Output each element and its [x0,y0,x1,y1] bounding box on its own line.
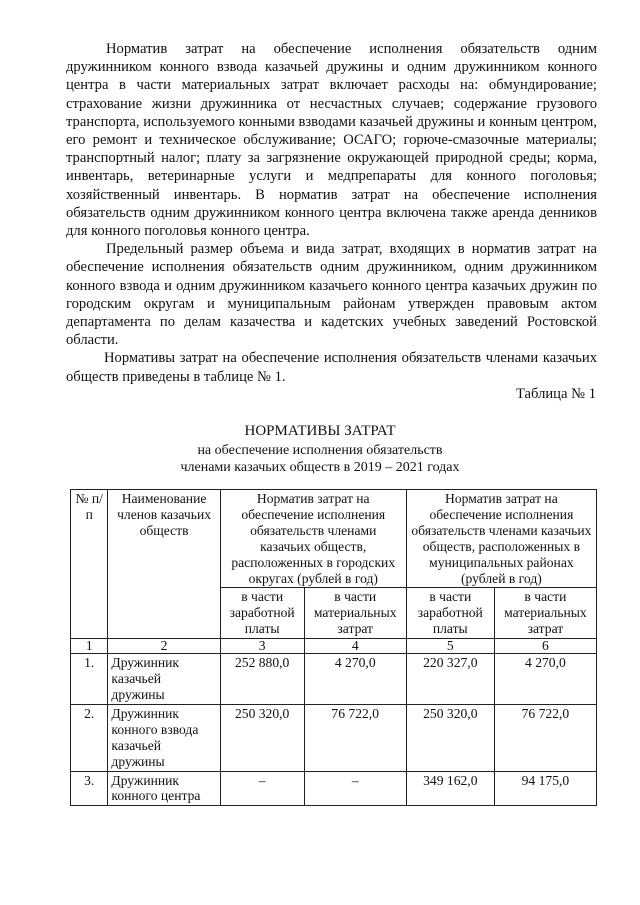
col-number: 6 [494,639,596,654]
cell-urban-material: 4 270,0 [304,654,406,705]
row-name: Дружинник конного взвода казачьей дружины [108,704,220,771]
col-number: 3 [220,639,304,654]
cell-urban-material: 76 722,0 [304,704,406,771]
subheader-material: в части материальных затрат [304,588,406,639]
paragraph-3: Нормативы затрат на обеспечение исполнения обязательств членами казачьих обществ приведены в таблице № 1. [66,350,597,385]
header-group-rural: Норматив затрат на обеспечение исполнения обязательств членами казачьих обществ, расположенных в муниципальных районах (рублей в год) [406,490,596,588]
table-title: НОРМАТИВЫ ЗАТРАТ [244,423,396,439]
header-name: Наименование членов казачьих обществ [108,490,220,639]
cell-urban-salary: – [220,771,304,806]
col-number: 1 [71,639,108,654]
table-row [71,771,597,806]
table-subtitle-2: членами казачьих обществ в 2019 – 2021 годах [180,460,460,475]
row-num: 2. [71,704,108,771]
subheader-salary: в части заработной платы [406,588,494,639]
cell-rural-material: 4 270,0 [494,654,596,705]
cell-rural-material: 94 175,0 [494,771,596,806]
paragraph-1: Норматив затрат на обеспечение исполнения обязательств одним дружинником конного взвода казачьей дружины и одним дружинником конного центра в части материальных затрат включает расходы на: обмундирование; страхование жизни дружинника от несчастных случаев; содержание грузового транспорта, используемого конными взводами казачьей дружины и конным центром, его ремонт и техническое обслуживание; ОСАГО; горюче-смазочные материалы; транспортный налог; плату за загрязнение окружающей природной среды; корма, инвентарь, ветеринарные услуги и медпрепараты для конного поголовья; хозяйственный инвентарь. В норматив затрат на обеспечение исполнения обязательств одним дружинником конного центра включена также аренда денников для конного поголовья конного центра. [66,41,597,240]
row-num: 1. [71,654,108,705]
header-group-urban: Норматив затрат на обеспечение исполнения обязательств членами казачьих обществ, расположенных в городских округах (рублей в год) [220,490,406,588]
column-number-row [71,639,597,654]
table-subtitle-1: на обеспечение исполнения обязательств [197,443,443,458]
table-number: Таблица № 1 [516,386,596,402]
subheader-salary: в части заработной платы [220,588,304,639]
norms-table [70,489,597,806]
cell-urban-salary: 252 880,0 [220,654,304,705]
col-number: 4 [304,639,406,654]
cell-rural-material: 76 722,0 [494,704,596,771]
row-name: Дружинник казачьей дружины [108,654,220,705]
col-number: 5 [406,639,494,654]
table-row [71,654,597,705]
cell-rural-salary: 349 162,0 [406,771,494,806]
cell-urban-material: – [304,771,406,806]
table-row [71,704,597,771]
col-number: 2 [108,639,220,654]
row-num: 3. [71,771,108,806]
subheader-material: в части материальных затрат [494,588,596,639]
paragraph-2: Предельный размер объема и вида затрат, входящих в норматив затрат на обеспечение исполнения обязательств одним дружинником, одним дружинником конного взвода и одним дружинником казачьего конного центра казачьих дружин по городским округам и муниципальным районам утвержден правовым актом департамента по делам казачества и кадетских учебных заведений Ростовской области. [66,241,597,349]
cell-rural-salary: 220 327,0 [406,654,494,705]
body-text [66,40,597,386]
cell-urban-salary: 250 320,0 [220,704,304,771]
cell-rural-salary: 250 320,0 [406,704,494,771]
row-name: Дружинник конного центра [108,771,220,806]
header-row [71,490,597,588]
header-num: № п/п [71,490,108,639]
